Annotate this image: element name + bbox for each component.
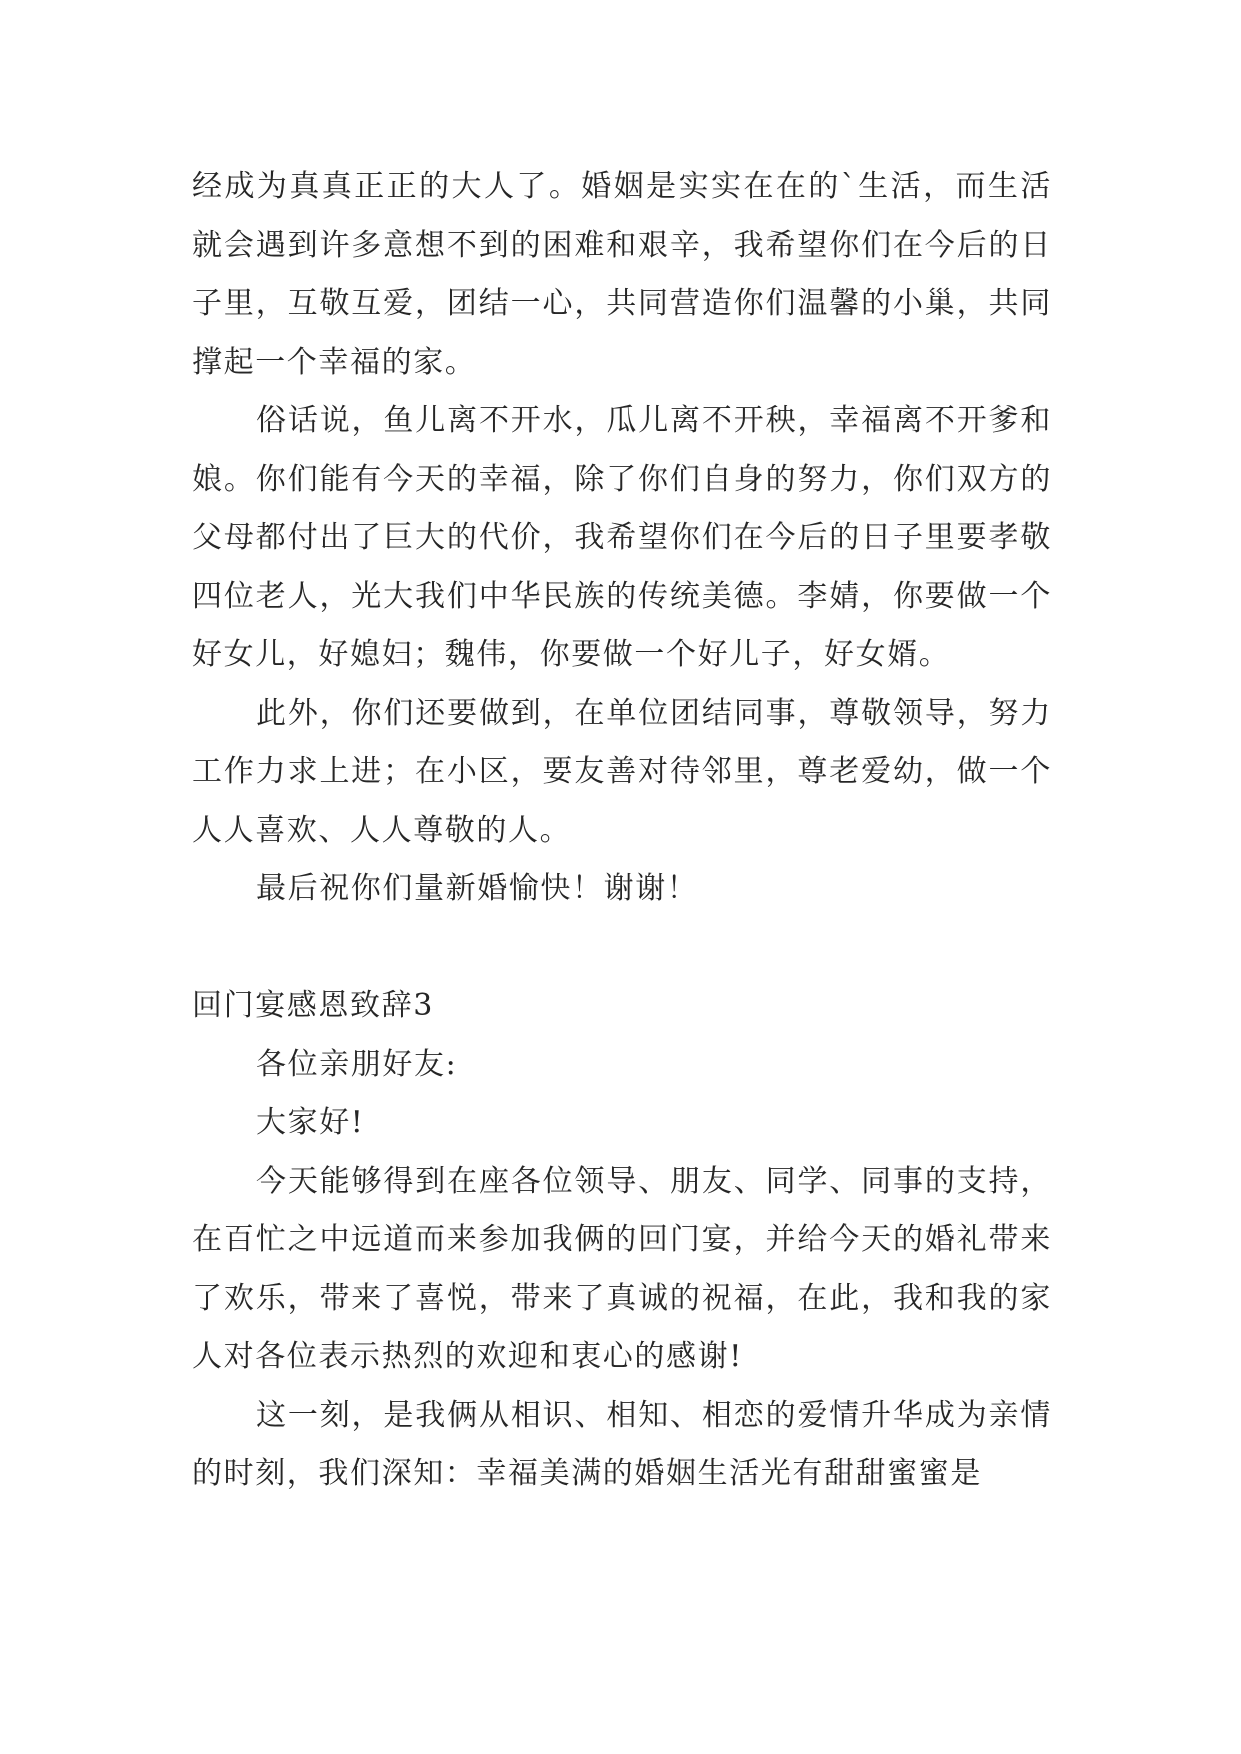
section-spacer <box>192 919 1052 978</box>
section-title: 回门宴感恩致辞3 <box>192 988 434 1023</box>
salutation: 各位亲朋好友: <box>256 1046 458 1082</box>
paragraph-advice: 此外，你们还要做到，在单位团结同事，尊敬领导，努力工作力求上进；在小区，要友善对待邻里，尊老爱幼，做一个人人喜欢、人人尊敬的人。 <box>192 695 1052 848</box>
paragraph-thanks: 今天能够得到在座各位领导、朋友、同学、同事的支持，在百忙之中远道而来参加我俩的回门宴，并给今天的婚礼带来了欢乐，带来了喜悦，带来了真诚的祝福，在此，我和我的家人对各位表示热烈的欢迎和衷心的感谢! <box>192 1163 1052 1374</box>
greeting: 大家好! <box>256 1105 365 1140</box>
paragraph-closing: 最后祝你们量新婚愉快！谢谢！ <box>256 871 699 906</box>
document-body <box>192 158 1052 1504</box>
paragraph-parents: 俗话说，鱼儿离不开水，瓜儿离不开秧，幸福离不开爹和娘。你们能有今天的幸福，除了你们自身的努力，你们双方的父母都付出了巨大的代价，我希望你们在今后的日子里要孝敬四位老人，光大我们中华民族的传统美德。李婧，你要做一个好女儿，好媳妇；魏伟，你要做一个好儿子，好女婿。 <box>192 403 1052 672</box>
paragraph-moment: 这一刻，是我俩从相识、相知、相恋的爱情升华成为亲情的时刻，我们深知：幸福美满的婚姻生活光有甜甜蜜蜜是 <box>192 1397 1052 1491</box>
paragraph-continuation: 经成为真真正正的大人了。婚姻是实实在在的`生活，而生活就会遇到许多意想不到的困难和艰辛，我希望你们在今后的日子里，互敬互爱，团结一心，共同营造你们温馨的小巢，共同撑起一个幸福的家。 <box>192 169 1052 380</box>
